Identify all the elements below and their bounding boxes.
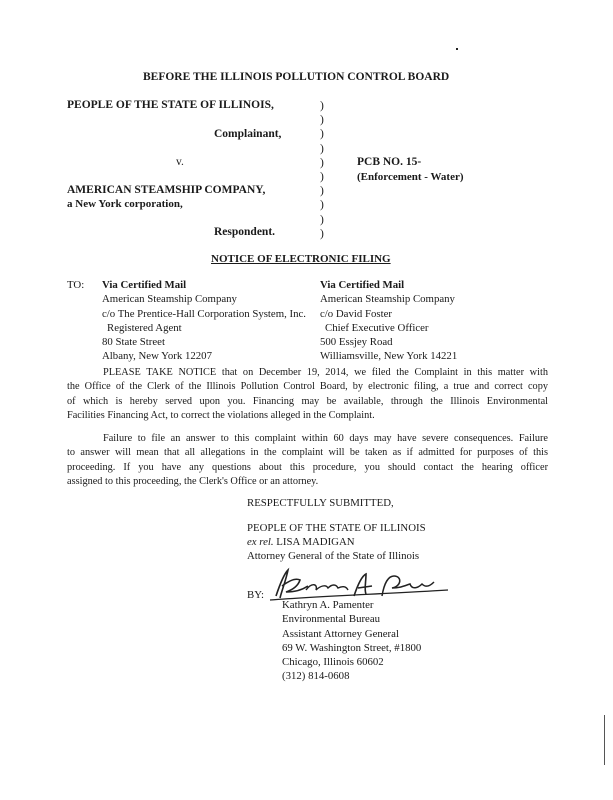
plaintiff-name: PEOPLE OF THE STATE OF ILLINOIS, [67, 99, 274, 111]
address-line: American Steamship Company [320, 293, 455, 306]
signer-phone: (312) 814-0608 [282, 670, 350, 683]
closing-line: RESPECTFULLY SUBMITTED, [247, 497, 394, 509]
defendant-role: Respondent. [214, 226, 276, 238]
signer-line: Chicago, Illinois 60602 [282, 656, 384, 669]
attorney-general-title: Attorney General of the State of Illinois [247, 550, 420, 562]
signer-name: Kathryn A. Pamenter [282, 599, 374, 611]
attorney-general-name: LISA MADIGAN [276, 536, 355, 548]
warning-paragraph [67, 432, 548, 490]
paren: ) [320, 142, 324, 155]
address-line: American Steamship Company [102, 293, 237, 306]
court-title: BEFORE THE ILLINOIS POLLUTION CONTROL BOARD [143, 71, 450, 83]
paragraph-line: of which is hereby served upon you. Financing may be available, through the Illinois Environmental [67, 395, 548, 407]
by-label: BY: [247, 589, 265, 601]
ex-rel-line [247, 535, 355, 549]
paragraph-line: PLEASE TAKE NOTICE that on December 19, 2014, we filed the Complaint in this matter with [103, 367, 548, 378]
plaintiff-role: Complainant, [214, 128, 282, 140]
paren: ) [320, 185, 324, 198]
paragraph-line: Failure to file an answer to this complaint within 60 days may have severe consequences. Failure [103, 433, 548, 444]
address-line: c/o David Foster [320, 307, 392, 320]
signer-line: 69 W. Washington Street, #1800 [282, 641, 422, 654]
addressee-right [320, 278, 457, 364]
to-label: TO: [67, 279, 85, 291]
versus-label: v. [176, 156, 184, 168]
paragraph-line: the Office of the Clerk of the Illinois Pollution Control Board, by electronic filing, a true and correct copy [67, 381, 548, 393]
signer-line: Assistant Attorney General [282, 627, 399, 640]
paragraph-line: Facilities Financing Act, to correct the violations alleged in the Complaint. [67, 410, 375, 422]
addressee-left [102, 278, 306, 364]
ex-rel-label: ex rel. [247, 536, 274, 548]
notice-heading: NOTICE OF ELECTRONIC FILING [211, 253, 391, 265]
defendant-name: AMERICAN STEAMSHIP COMPANY, [67, 184, 266, 196]
paren: ) [320, 100, 324, 112]
paren: ) [320, 128, 324, 141]
paren: ) [320, 171, 324, 184]
signer-details [282, 598, 421, 684]
scan-edge-mark [604, 715, 605, 765]
address-line: 80 State Street [102, 336, 165, 349]
party-line: PEOPLE OF THE STATE OF ILLINOIS [247, 522, 426, 534]
address-line: Registered Agent [107, 321, 182, 334]
address-line: 500 Essjey Road [320, 336, 393, 349]
delivery-method: Via Certified Mail [102, 279, 187, 291]
caption-parentheses [320, 99, 324, 241]
signer-line: Environmental Bureau [282, 613, 381, 626]
case-number: PCB NO. 15- [357, 156, 422, 168]
scan-speck [456, 48, 458, 50]
paragraph-line: assigned to this proceeding, the Clerk's Office or an attorney. [67, 476, 319, 488]
paren: ) [320, 227, 324, 240]
address-line: Williamsville, New York 14221 [320, 350, 458, 363]
address-line: Chief Executive Officer [325, 321, 429, 334]
defendant-description: a New York corporation, [67, 198, 183, 210]
paragraph-line: to answer will mean that all allegations in the complaint will be taken as if admitted for purposes of this [67, 447, 548, 459]
paragraph-line: proceeding. If you have any questions about this procedure, you should contact the hearing officer [67, 461, 548, 473]
notice-paragraph [67, 366, 548, 424]
delivery-method: Via Certified Mail [320, 279, 405, 291]
address-line: c/o The Prentice-Hall Corporation System, Inc. [102, 307, 306, 320]
paren: ) [320, 114, 324, 127]
paren: ) [320, 199, 324, 212]
paren: ) [320, 156, 324, 169]
case-type: (Enforcement - Water) [357, 171, 464, 183]
address-line: Albany, New York 12207 [102, 350, 212, 363]
paren: ) [320, 213, 324, 226]
